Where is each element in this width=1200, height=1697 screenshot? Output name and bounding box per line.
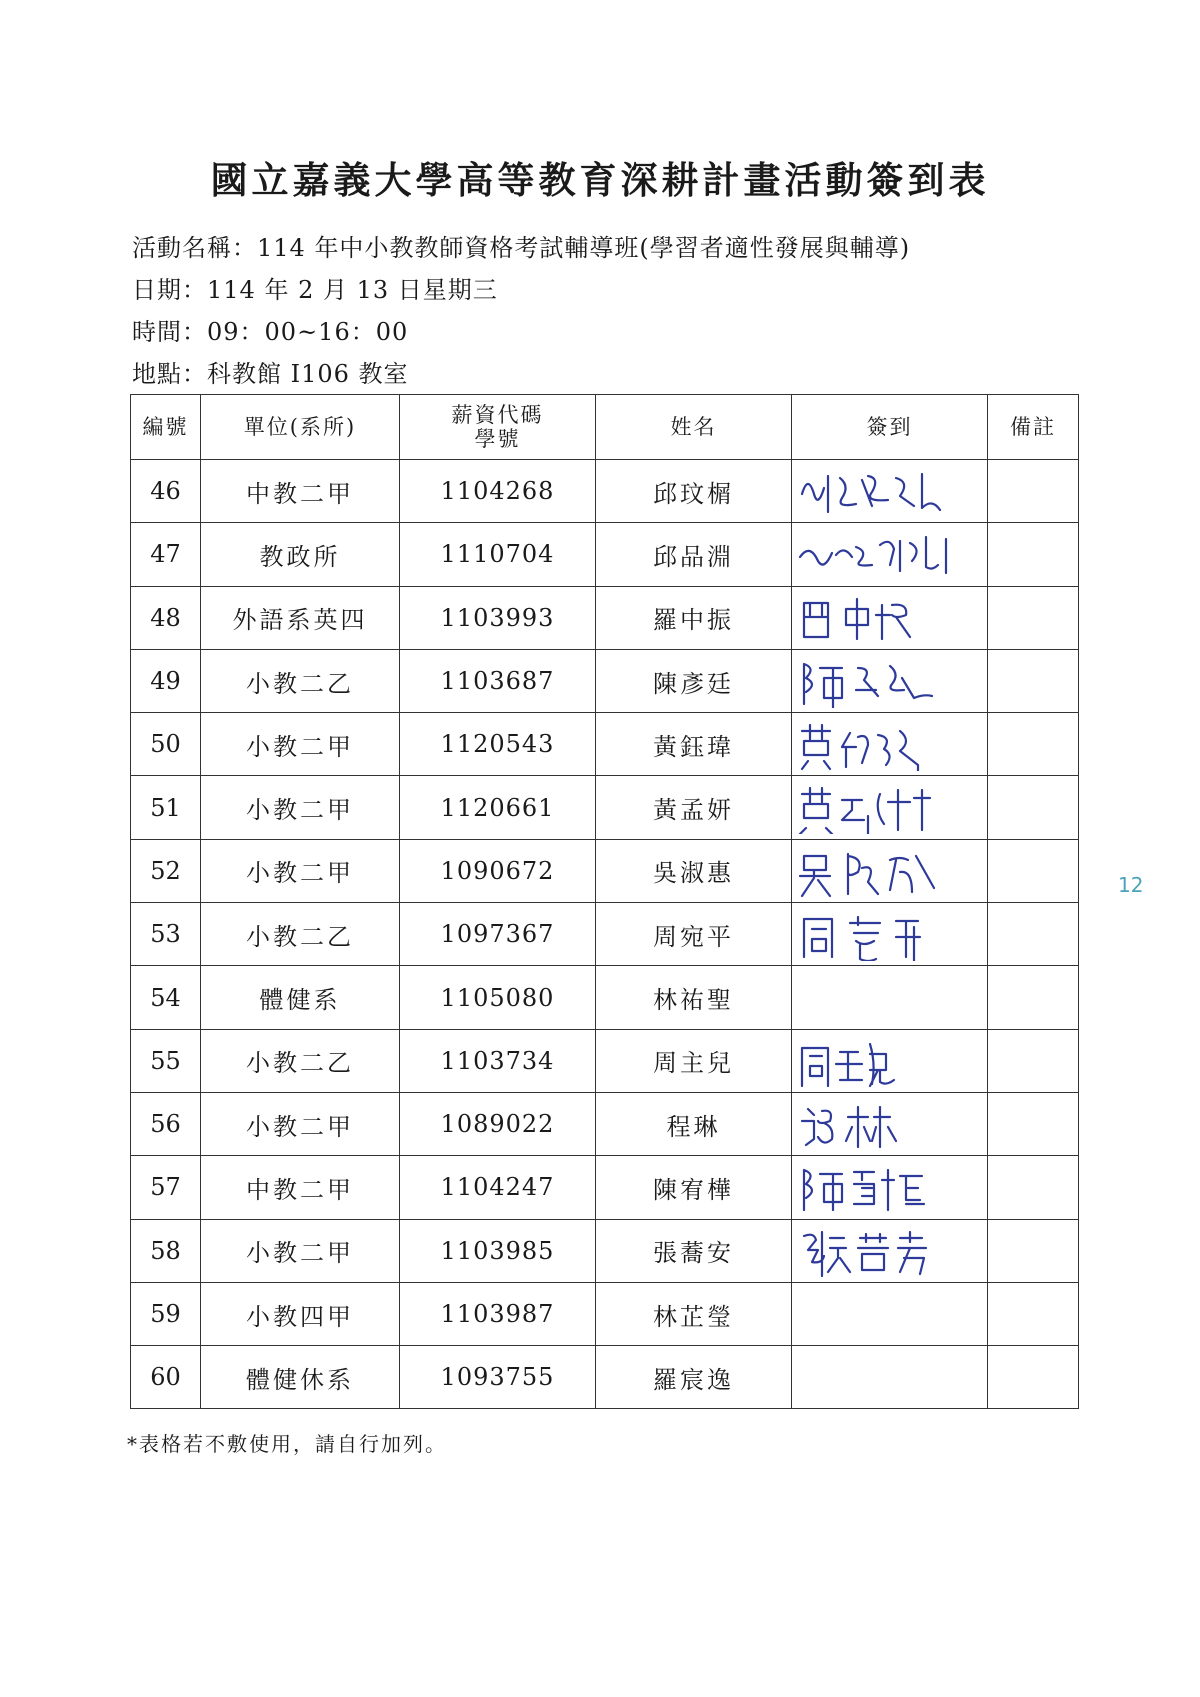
row-note-cell xyxy=(988,1282,1079,1345)
row-num: 59 xyxy=(131,1282,201,1345)
header-num: 編號 xyxy=(131,395,201,460)
time-label: 時間： xyxy=(132,318,207,346)
row-signature-cell xyxy=(792,1219,988,1282)
header-code xyxy=(400,395,596,460)
row-note-cell xyxy=(988,1219,1079,1282)
activity-value: 114 年中小教教師資格考試輔導班(學習者適性發展與輔導) xyxy=(257,234,911,262)
row-unit: 小教二甲 xyxy=(201,1219,400,1282)
row-unit: 體健系 xyxy=(201,966,400,1029)
date-value: 114 年 2 月 13 日星期三 xyxy=(207,276,498,304)
row-student-id: 1093755 xyxy=(400,1346,596,1409)
handwritten-signature xyxy=(796,780,984,834)
row-signature-cell xyxy=(792,839,988,902)
table-row xyxy=(131,776,1079,839)
row-unit: 教政所 xyxy=(201,523,400,586)
row-name: 羅中振 xyxy=(596,586,792,649)
table-row xyxy=(131,839,1079,902)
row-num: 52 xyxy=(131,839,201,902)
row-student-id: 1103734 xyxy=(400,1029,596,1092)
table-row xyxy=(131,1219,1079,1282)
row-unit: 小教二乙 xyxy=(201,903,400,966)
table-header-row xyxy=(131,395,1079,460)
row-name: 吳淑惠 xyxy=(596,839,792,902)
handwritten-signature xyxy=(796,1160,984,1214)
row-name: 周主兒 xyxy=(596,1029,792,1092)
activity-label: 活動名稱： xyxy=(132,234,257,262)
row-signature-cell xyxy=(792,966,988,1029)
row-num: 58 xyxy=(131,1219,201,1282)
place-label: 地點： xyxy=(132,360,207,388)
row-name: 周宛平 xyxy=(596,903,792,966)
row-name: 羅宸逸 xyxy=(596,1346,792,1409)
row-student-id: 1103985 xyxy=(400,1219,596,1282)
table-row xyxy=(131,966,1079,1029)
row-unit: 外語系英四 xyxy=(201,586,400,649)
header-unit: 單位(系所) xyxy=(201,395,400,460)
row-num: 54 xyxy=(131,966,201,1029)
row-num: 47 xyxy=(131,523,201,586)
row-num: 51 xyxy=(131,776,201,839)
row-num: 56 xyxy=(131,1092,201,1155)
row-note-cell xyxy=(988,649,1079,712)
row-signature-cell xyxy=(792,903,988,966)
row-unit: 中教二甲 xyxy=(201,460,400,523)
row-signature-cell xyxy=(792,1092,988,1155)
row-signature-cell xyxy=(792,1156,988,1219)
row-note-cell xyxy=(988,523,1079,586)
sign-in-table xyxy=(130,394,1079,1409)
table-row xyxy=(131,1156,1079,1219)
row-num: 48 xyxy=(131,586,201,649)
row-signature-cell xyxy=(792,1029,988,1092)
row-signature-cell xyxy=(792,1282,988,1345)
row-name: 林芷瑩 xyxy=(596,1282,792,1345)
table-row xyxy=(131,649,1079,712)
row-unit: 小教二甲 xyxy=(201,839,400,902)
page-title: 國立嘉義大學高等教育深耕計畫活動簽到表 xyxy=(210,159,990,202)
row-num: 57 xyxy=(131,1156,201,1219)
row-signature-cell xyxy=(792,460,988,523)
row-signature-cell xyxy=(792,586,988,649)
handwritten-signature xyxy=(796,1034,984,1088)
handwritten-signature xyxy=(796,844,984,898)
row-note-cell xyxy=(988,776,1079,839)
row-student-id: 1104268 xyxy=(400,460,596,523)
row-num: 55 xyxy=(131,1029,201,1092)
handwritten-signature xyxy=(796,464,984,518)
row-unit: 小教二甲 xyxy=(201,776,400,839)
header-note: 備註 xyxy=(988,395,1079,460)
time-line xyxy=(132,312,408,347)
row-student-id: 1097367 xyxy=(400,903,596,966)
row-note-cell xyxy=(988,1156,1079,1219)
row-student-id: 1089022 xyxy=(400,1092,596,1155)
row-name: 陳彥廷 xyxy=(596,649,792,712)
row-num: 46 xyxy=(131,460,201,523)
row-note-cell xyxy=(988,1346,1079,1409)
row-note-cell xyxy=(988,1029,1079,1092)
handwritten-signature xyxy=(796,654,984,708)
row-num: 50 xyxy=(131,713,201,776)
handwritten-signature xyxy=(796,717,984,771)
row-signature-cell xyxy=(792,776,988,839)
row-student-id: 1103987 xyxy=(400,1282,596,1345)
row-note-cell xyxy=(988,903,1079,966)
row-signature-cell xyxy=(792,1346,988,1409)
row-note-cell xyxy=(988,713,1079,776)
handwritten-signature xyxy=(796,1097,984,1151)
row-unit: 小教二乙 xyxy=(201,649,400,712)
footnote: *表格若不敷使用，請自行加列。 xyxy=(127,1432,447,1456)
row-name: 黃鈺瑋 xyxy=(596,713,792,776)
row-unit: 小教四甲 xyxy=(201,1282,400,1345)
row-note-cell xyxy=(988,460,1079,523)
row-name: 邱玟榍 xyxy=(596,460,792,523)
row-note-cell xyxy=(988,1092,1079,1155)
row-student-id: 1104247 xyxy=(400,1156,596,1219)
row-note-cell xyxy=(988,839,1079,902)
page-count-mark: 12 xyxy=(1118,873,1144,897)
activity-line xyxy=(132,228,910,263)
row-note-cell xyxy=(988,586,1079,649)
row-student-id: 1103993 xyxy=(400,586,596,649)
table-row xyxy=(131,460,1079,523)
row-name: 林祐聖 xyxy=(596,966,792,1029)
row-student-id: 1105080 xyxy=(400,966,596,1029)
row-unit: 中教二甲 xyxy=(201,1156,400,1219)
row-num: 60 xyxy=(131,1346,201,1409)
row-num: 53 xyxy=(131,903,201,966)
row-note-cell xyxy=(988,966,1079,1029)
row-name: 邱品淵 xyxy=(596,523,792,586)
row-student-id: 1090672 xyxy=(400,839,596,902)
table-row xyxy=(131,903,1079,966)
row-unit: 小教二甲 xyxy=(201,713,400,776)
handwritten-signature xyxy=(796,907,984,961)
row-signature-cell xyxy=(792,649,988,712)
table-row xyxy=(131,586,1079,649)
row-signature-cell xyxy=(792,523,988,586)
row-student-id: 1120661 xyxy=(400,776,596,839)
date-line xyxy=(132,270,498,305)
row-name: 程琳 xyxy=(596,1092,792,1155)
header-code-line1: 薪資代碼 xyxy=(451,403,544,427)
table-row xyxy=(131,1346,1079,1409)
handwritten-signature xyxy=(796,591,984,645)
place-line xyxy=(132,354,409,389)
table-row xyxy=(131,1282,1079,1345)
time-value: 09：00~16：00 xyxy=(207,318,409,346)
date-label: 日期： xyxy=(132,276,207,304)
row-num: 49 xyxy=(131,649,201,712)
header-name: 姓名 xyxy=(596,395,792,460)
row-name: 陳宥樺 xyxy=(596,1156,792,1219)
handwritten-signature xyxy=(796,1224,984,1278)
row-name: 張蕎安 xyxy=(596,1219,792,1282)
handwritten-signature xyxy=(796,527,984,581)
table-row xyxy=(131,1029,1079,1092)
table-row xyxy=(131,713,1079,776)
table-row xyxy=(131,1092,1079,1155)
row-student-id: 1120543 xyxy=(400,713,596,776)
row-signature-cell xyxy=(792,713,988,776)
row-unit: 體健休系 xyxy=(201,1346,400,1409)
header-code-line2: 學號 xyxy=(474,427,521,451)
row-student-id: 1110704 xyxy=(400,523,596,586)
header-sign: 簽到 xyxy=(792,395,988,460)
row-unit: 小教二甲 xyxy=(201,1092,400,1155)
place-value: 科教館 I106 教室 xyxy=(207,360,409,388)
table-row xyxy=(131,523,1079,586)
row-unit: 小教二乙 xyxy=(201,1029,400,1092)
row-name: 黃孟妍 xyxy=(596,776,792,839)
row-student-id: 1103687 xyxy=(400,649,596,712)
